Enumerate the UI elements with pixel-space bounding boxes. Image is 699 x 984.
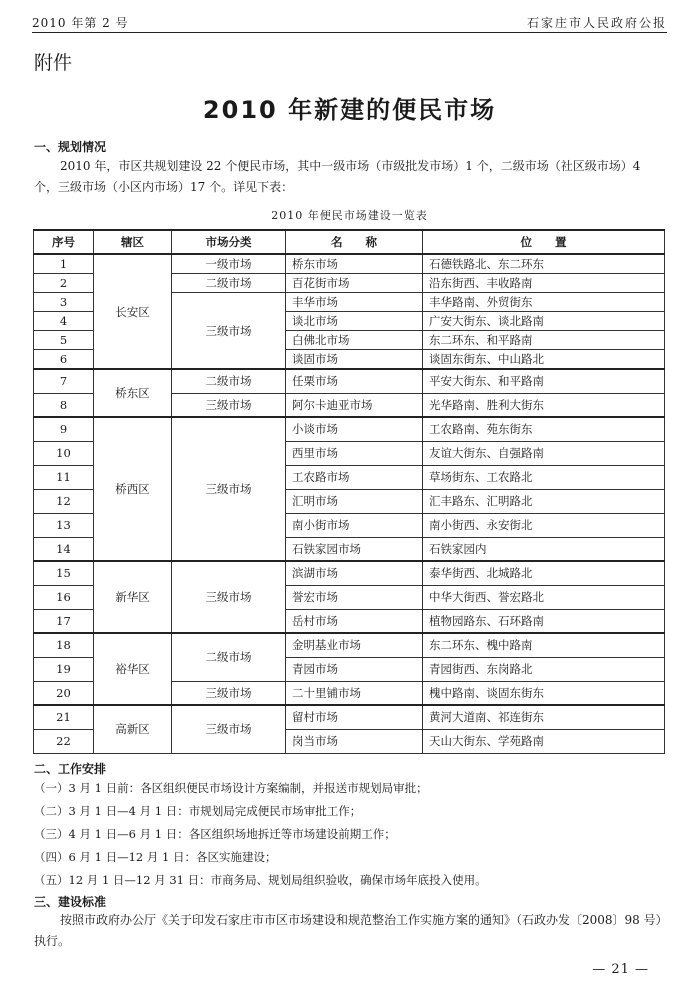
header-cell: 名 称 bbox=[286, 230, 423, 254]
section-heading-1: 一、规划情况 bbox=[34, 140, 107, 154]
district-cell: 高新区 bbox=[94, 705, 172, 753]
table-row bbox=[34, 705, 665, 729]
schedule-item: （五）12 月 1 日—12 月 31 日：市商务局、规划局组织验收，确保市场年底投入使用。 bbox=[34, 873, 487, 887]
market-name: 留村市场 bbox=[286, 705, 423, 729]
market-name: 西里市场 bbox=[286, 441, 423, 465]
market-location: 南小街西、永安街北 bbox=[423, 513, 665, 537]
district-cell: 裕华区 bbox=[94, 633, 172, 705]
market-location: 光华路南、胜利大街东 bbox=[423, 393, 665, 417]
row-number: 11 bbox=[34, 465, 94, 489]
market-location: 石德铁路北、东二环东 bbox=[423, 254, 665, 274]
row-number: 22 bbox=[34, 729, 94, 753]
section-heading-3: 三、建设标准 bbox=[34, 895, 107, 909]
category-cell: 二级市场 bbox=[172, 274, 286, 293]
category-cell: 一级市场 bbox=[172, 254, 286, 274]
category-cell: 三级市场 bbox=[172, 417, 286, 561]
publication-name: 石家庄市人民政府公报 bbox=[526, 16, 667, 30]
row-number: 18 bbox=[34, 633, 94, 657]
table-row bbox=[34, 633, 665, 657]
market-location: 广安大街东、谈北路南 bbox=[423, 312, 665, 331]
page-title: 2010 年新建的便民市场 bbox=[202, 96, 497, 124]
market-name: 阿尔卡迪亚市场 bbox=[286, 393, 423, 417]
market-location: 工农路南、苑东街东 bbox=[423, 417, 665, 441]
annex-label: 附件 bbox=[34, 52, 73, 74]
table-row bbox=[34, 561, 665, 585]
category-cell: 二级市场 bbox=[172, 369, 286, 393]
header-cell: 辖区 bbox=[94, 230, 172, 254]
district-cell: 桥东区 bbox=[94, 369, 172, 417]
table-row bbox=[34, 254, 665, 274]
row-number: 2 bbox=[34, 274, 94, 293]
category-cell: 二级市场 bbox=[172, 633, 286, 681]
market-name: 金明基业市场 bbox=[286, 633, 423, 657]
row-number: 6 bbox=[34, 350, 94, 370]
issue-label: 2010 年第 2 号 bbox=[32, 16, 129, 30]
table-header-row bbox=[34, 230, 665, 254]
table-caption: 2010 年便民市场建设一览表 bbox=[271, 209, 428, 222]
market-name: 工农路市场 bbox=[286, 465, 423, 489]
row-number: 10 bbox=[34, 441, 94, 465]
market-name: 任栗市场 bbox=[286, 369, 423, 393]
market-table bbox=[33, 229, 665, 754]
row-number: 8 bbox=[34, 393, 94, 417]
category-cell: 三级市场 bbox=[172, 561, 286, 633]
row-number: 20 bbox=[34, 681, 94, 705]
row-number: 17 bbox=[34, 609, 94, 633]
market-location: 槐中路南、谈固东街东 bbox=[423, 681, 665, 705]
schedule-item: （二）3 月 1 日—4 月 1 日：市规划局完成便民市场审批工作； bbox=[34, 804, 362, 818]
market-name: 小谈市场 bbox=[286, 417, 423, 441]
row-number: 9 bbox=[34, 417, 94, 441]
category-cell: 三级市场 bbox=[172, 393, 286, 417]
district-cell: 长安区 bbox=[94, 254, 172, 369]
market-location: 沿东街西、丰收路南 bbox=[423, 274, 665, 293]
schedule-item: （一）3 月 1 日前：各区组织便民市场设计方案编制，并报送市规划局审批； bbox=[34, 781, 428, 795]
row-number: 1 bbox=[34, 254, 94, 274]
section-heading-2: 二、工作安排 bbox=[34, 762, 107, 776]
market-name: 桥东市场 bbox=[286, 254, 423, 274]
market-name: 石铁家园市场 bbox=[286, 537, 423, 561]
category-cell: 三级市场 bbox=[172, 681, 286, 705]
market-location: 谈固东街东、中山路北 bbox=[423, 350, 665, 370]
market-location: 石铁家园内 bbox=[423, 537, 665, 561]
row-number: 13 bbox=[34, 513, 94, 537]
row-number: 5 bbox=[34, 331, 94, 350]
market-location: 泰华街西、北城路北 bbox=[423, 561, 665, 585]
market-location: 平安大街东、和平路南 bbox=[423, 369, 665, 393]
market-name: 汇明市场 bbox=[286, 489, 423, 513]
market-name: 百花街市场 bbox=[286, 274, 423, 293]
row-number: 14 bbox=[34, 537, 94, 561]
header-cell: 市场分类 bbox=[172, 230, 286, 254]
schedule-item: （三）4 月 1 日—6 月 1 日：各区组织场地拆迁等市场建设前期工作； bbox=[34, 827, 396, 841]
market-name: 南小街市场 bbox=[286, 513, 423, 537]
category-cell: 三级市场 bbox=[172, 705, 286, 753]
page-number: — 21 — bbox=[592, 962, 649, 977]
row-number: 12 bbox=[34, 489, 94, 513]
table-row bbox=[34, 369, 665, 393]
header-rule bbox=[32, 32, 667, 33]
market-location: 中华大街西、誉宏路北 bbox=[423, 585, 665, 609]
market-name: 岗当市场 bbox=[286, 729, 423, 753]
page-header bbox=[32, 14, 667, 32]
market-location: 友谊大街东、自强路南 bbox=[423, 441, 665, 465]
market-location: 丰华路南、外贸街东 bbox=[423, 293, 665, 312]
market-name: 青园市场 bbox=[286, 657, 423, 681]
market-location: 草场街东、工农路北 bbox=[423, 465, 665, 489]
category-cell: 三级市场 bbox=[172, 293, 286, 370]
row-number: 3 bbox=[34, 293, 94, 312]
market-location: 东二环东、槐中路南 bbox=[423, 633, 665, 657]
district-cell: 新华区 bbox=[94, 561, 172, 633]
market-name: 谈固市场 bbox=[286, 350, 423, 370]
row-number: 16 bbox=[34, 585, 94, 609]
market-name: 岳村市场 bbox=[286, 609, 423, 633]
section-paragraph-3: 按照市政府办公厅《关于印发石家庄市市区市场建设和规范整治工作实施方案的通知》（石政办发〔2008〕98 号）执行。 bbox=[34, 913, 662, 948]
market-name: 丰华市场 bbox=[286, 293, 423, 312]
header-cell: 序号 bbox=[34, 230, 94, 254]
market-location: 青园街西、东岗路北 bbox=[423, 657, 665, 681]
row-number: 19 bbox=[34, 657, 94, 681]
market-location: 汇丰路东、汇明路北 bbox=[423, 489, 665, 513]
market-location: 黄河大道南、祁连街东 bbox=[423, 705, 665, 729]
row-number: 7 bbox=[34, 369, 94, 393]
market-name: 滨湖市场 bbox=[286, 561, 423, 585]
market-name: 谈北市场 bbox=[286, 312, 423, 331]
market-name: 白佛北市场 bbox=[286, 331, 423, 350]
market-location: 植物园路东、石环路南 bbox=[423, 609, 665, 633]
market-location: 东二环东、和平路南 bbox=[423, 331, 665, 350]
section-paragraph-1: 2010 年，市区共规划建设 22 个便民市场，其中一级市场（市级批发市场）1 个，二级市场（社区级市场）4 个，三级市场（小区内市场）17 个。详见下表： bbox=[34, 159, 641, 194]
row-number: 4 bbox=[34, 312, 94, 331]
row-number: 21 bbox=[34, 705, 94, 729]
market-name: 誉宏市场 bbox=[286, 585, 423, 609]
district-cell: 桥西区 bbox=[94, 417, 172, 561]
schedule-item: （四）6 月 1 日—12 月 1 日：各区实施建设； bbox=[34, 850, 277, 864]
header-cell: 位 置 bbox=[423, 230, 665, 254]
market-location: 天山大街东、学苑路南 bbox=[423, 729, 665, 753]
row-number: 15 bbox=[34, 561, 94, 585]
market-name: 二十里铺市场 bbox=[286, 681, 423, 705]
table-row bbox=[34, 417, 665, 441]
